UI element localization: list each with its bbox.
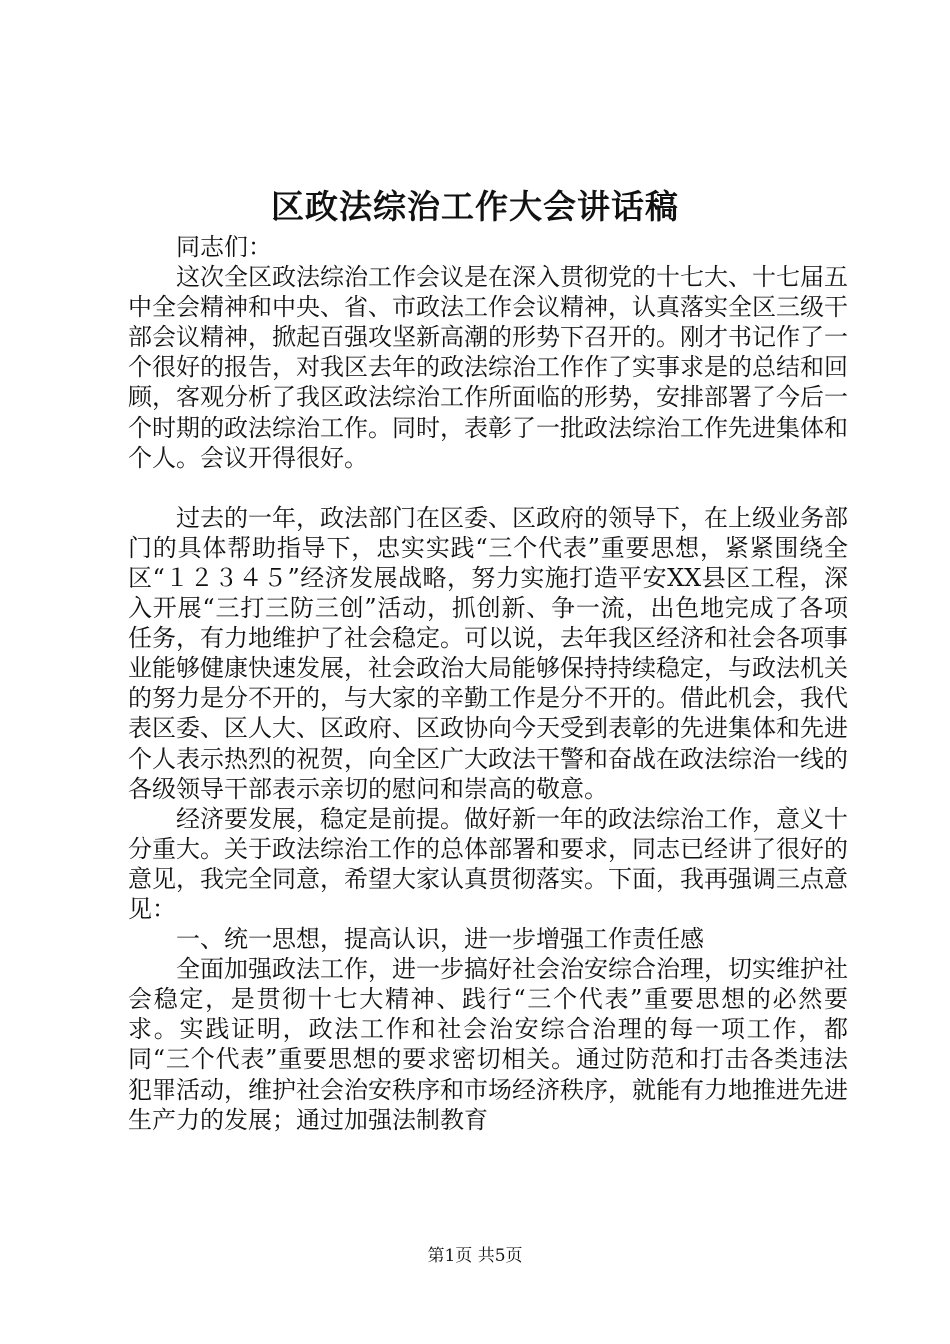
section-heading-1: 一、统一思想，提高认识，进一步增强工作责任感 bbox=[176, 925, 704, 954]
page-footer: 第1页 共5页 bbox=[427, 1246, 523, 1266]
paragraph-1: 这次全区政法综治工作会议是在深入贯彻党的十七大、十七届五中全会精神和中央、省、市政法工作会议精神，认真落实全区三级干部会议精神，掀起百强攻坚新高潮的形势下召开的。刚才书记作了一个很好的报告，对我区去年的政法综治工作作了实事求是的总结和回顾，客观分析了我区政法综治工作所面临的形势，安排部署了今后一个时期的政法综治工作。同时，表彰了一批政法综治工作先进集体和个人。会议开得很好。 bbox=[128, 263, 848, 472]
paragraph-2: 过去的一年，政法部门在区委、区政府的领导下，在上级业务部门的具体帮助指导下，忠实实践“三个代表”重要思想，紧紧围绕全区“１２３４５”经济发展战略，努力实施打造平安XX县区工程，深入开展“三打三防三创”活动，抓创新、争一流，出色地完成了各项任务，有力地维护了社会稳定。可以说，去年我区经济和社会各项事业能够健康快速发展，社会政治大局能够保持持续稳定，与政法机关的努力是分不开的，与大家的辛勤工作是分不开的。借此机会，我代表区委、区人大、区政府、区政协向今天受到表彰的先进集体和先进个人表示热烈的祝贺，向全区广大政法干警和奋战在政法综治一线的各级领导干部表示亲切的慰问和崇高的敬意。 bbox=[128, 503, 848, 803]
document-title: 区政法综治工作大会讲话稿 bbox=[271, 187, 679, 226]
paragraph-4: 全面加强政法工作，进一步搞好社会治安综合治理，切实维护社会稳定，是贯彻十七大精神、践行“三个代表”重要思想的必然要求。实践证明，政法工作和社会治安综合治理的每一项工作，都同“三个代表”重要思想的要求密切相关。通过防范和打击各类违法犯罪活动，维护社会治安秩序和市场经济秩序，就能有力地推进先进生产力的发展；通过加强法制教育 bbox=[128, 955, 848, 1134]
salutation: 同志们： bbox=[176, 233, 272, 261]
document-body bbox=[128, 232, 848, 1135]
paragraph-3: 经济要发展，稳定是前提。做好新一年的政法综治工作，意义十分重大。关于政法综治工作的总体部署和要求，同志已经讲了很好的意见，我完全同意，希望大家认真贯彻落实。下面，我再强调三点意见： bbox=[128, 804, 848, 923]
